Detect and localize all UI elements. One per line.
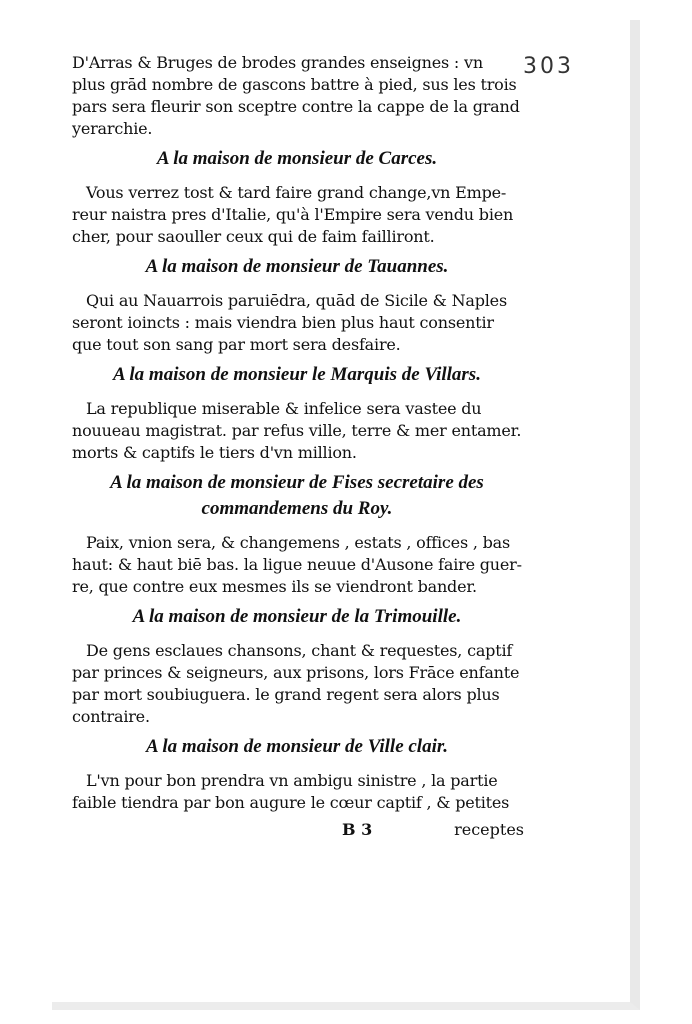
- text-line: cher, pour saouller ceux qui de faim failliront.: [72, 227, 435, 246]
- section-ville-clair: [72, 734, 522, 814]
- section-heading-continued: commandemens du Roy.: [201, 498, 393, 519]
- text-line: reur naistra pres d'Italie, qu'à l'Empire sera vendu bien: [72, 205, 514, 224]
- section-tauannes: [72, 254, 522, 356]
- text-line: yerarchie.: [72, 119, 153, 138]
- page-footer: [72, 820, 522, 844]
- text-line: haut: & haut biē bas. la ligue neuue d'Ausone faire guer-: [72, 555, 522, 574]
- section-trimouille: [72, 604, 522, 728]
- catchword: receptes: [454, 820, 524, 839]
- section-heading: A la maison de monsieur de Fises secretaire des: [110, 472, 484, 493]
- signature-mark: B 3: [342, 820, 373, 839]
- section-carces: [72, 146, 522, 248]
- text-line: De gens esclaues chansons, chant & requestes, captif: [86, 641, 513, 660]
- intro-paragraph: [72, 52, 522, 140]
- text-line: par princes & seigneurs, aux prisons, lors Frāce enfante: [72, 663, 520, 682]
- text-line: Paix, vnion sera, & changemens , estats , offices , bas: [86, 533, 511, 552]
- text-line: plus grād nombre de gascons battre à pied, sus les trois: [72, 75, 517, 94]
- section-heading: A la maison de monsieur de la Trimouille.: [132, 606, 462, 627]
- section-heading: A la maison de monsieur de Carces.: [156, 148, 438, 169]
- folio-number: 303: [523, 54, 574, 79]
- text-line: faible tiendra par bon augure le cœur captif , & petites: [72, 793, 510, 812]
- section-villars: [72, 362, 522, 464]
- page-content: [72, 52, 522, 844]
- text-line: re, que contre eux mesmes ils se viendront bander.: [72, 577, 477, 596]
- text-line: Qui au Nauarrois paruiēdra, quād de Sicile & Naples: [86, 291, 507, 310]
- text-line: contraire.: [72, 707, 150, 726]
- text-line: D'Arras & Bruges de brodes grandes enseignes : vn: [72, 53, 483, 72]
- text-line: pars sera fleurir son sceptre contre la cappe de la grand: [72, 97, 520, 116]
- text-line: que tout son sang par mort sera desfaire.: [72, 335, 401, 354]
- text-line: L'vn pour bon prendra vn ambigu sinistre , la partie: [86, 771, 498, 790]
- text-line: morts & captifs le tiers d'vn million.: [72, 443, 357, 462]
- text-line: Vous verrez tost & tard faire grand change,vn Empe-: [86, 183, 507, 202]
- section-heading: A la maison de monsieur de Ville clair.: [146, 736, 448, 757]
- text-line: par mort soubiuguera. le grand regent sera alors plus: [72, 685, 500, 704]
- text-line: nouueau magistrat. par refus ville, terre & mer entamer.: [72, 421, 522, 440]
- text-line: seront ioincts : mais viendra bien plus haut consentir: [72, 313, 494, 332]
- section-fises: [72, 470, 522, 598]
- section-heading: A la maison de monsieur de Tauannes.: [145, 256, 449, 277]
- section-heading: A la maison de monsieur le Marquis de Villars.: [113, 364, 481, 385]
- text-line: La republique miserable & infelice sera vastee du: [86, 399, 482, 418]
